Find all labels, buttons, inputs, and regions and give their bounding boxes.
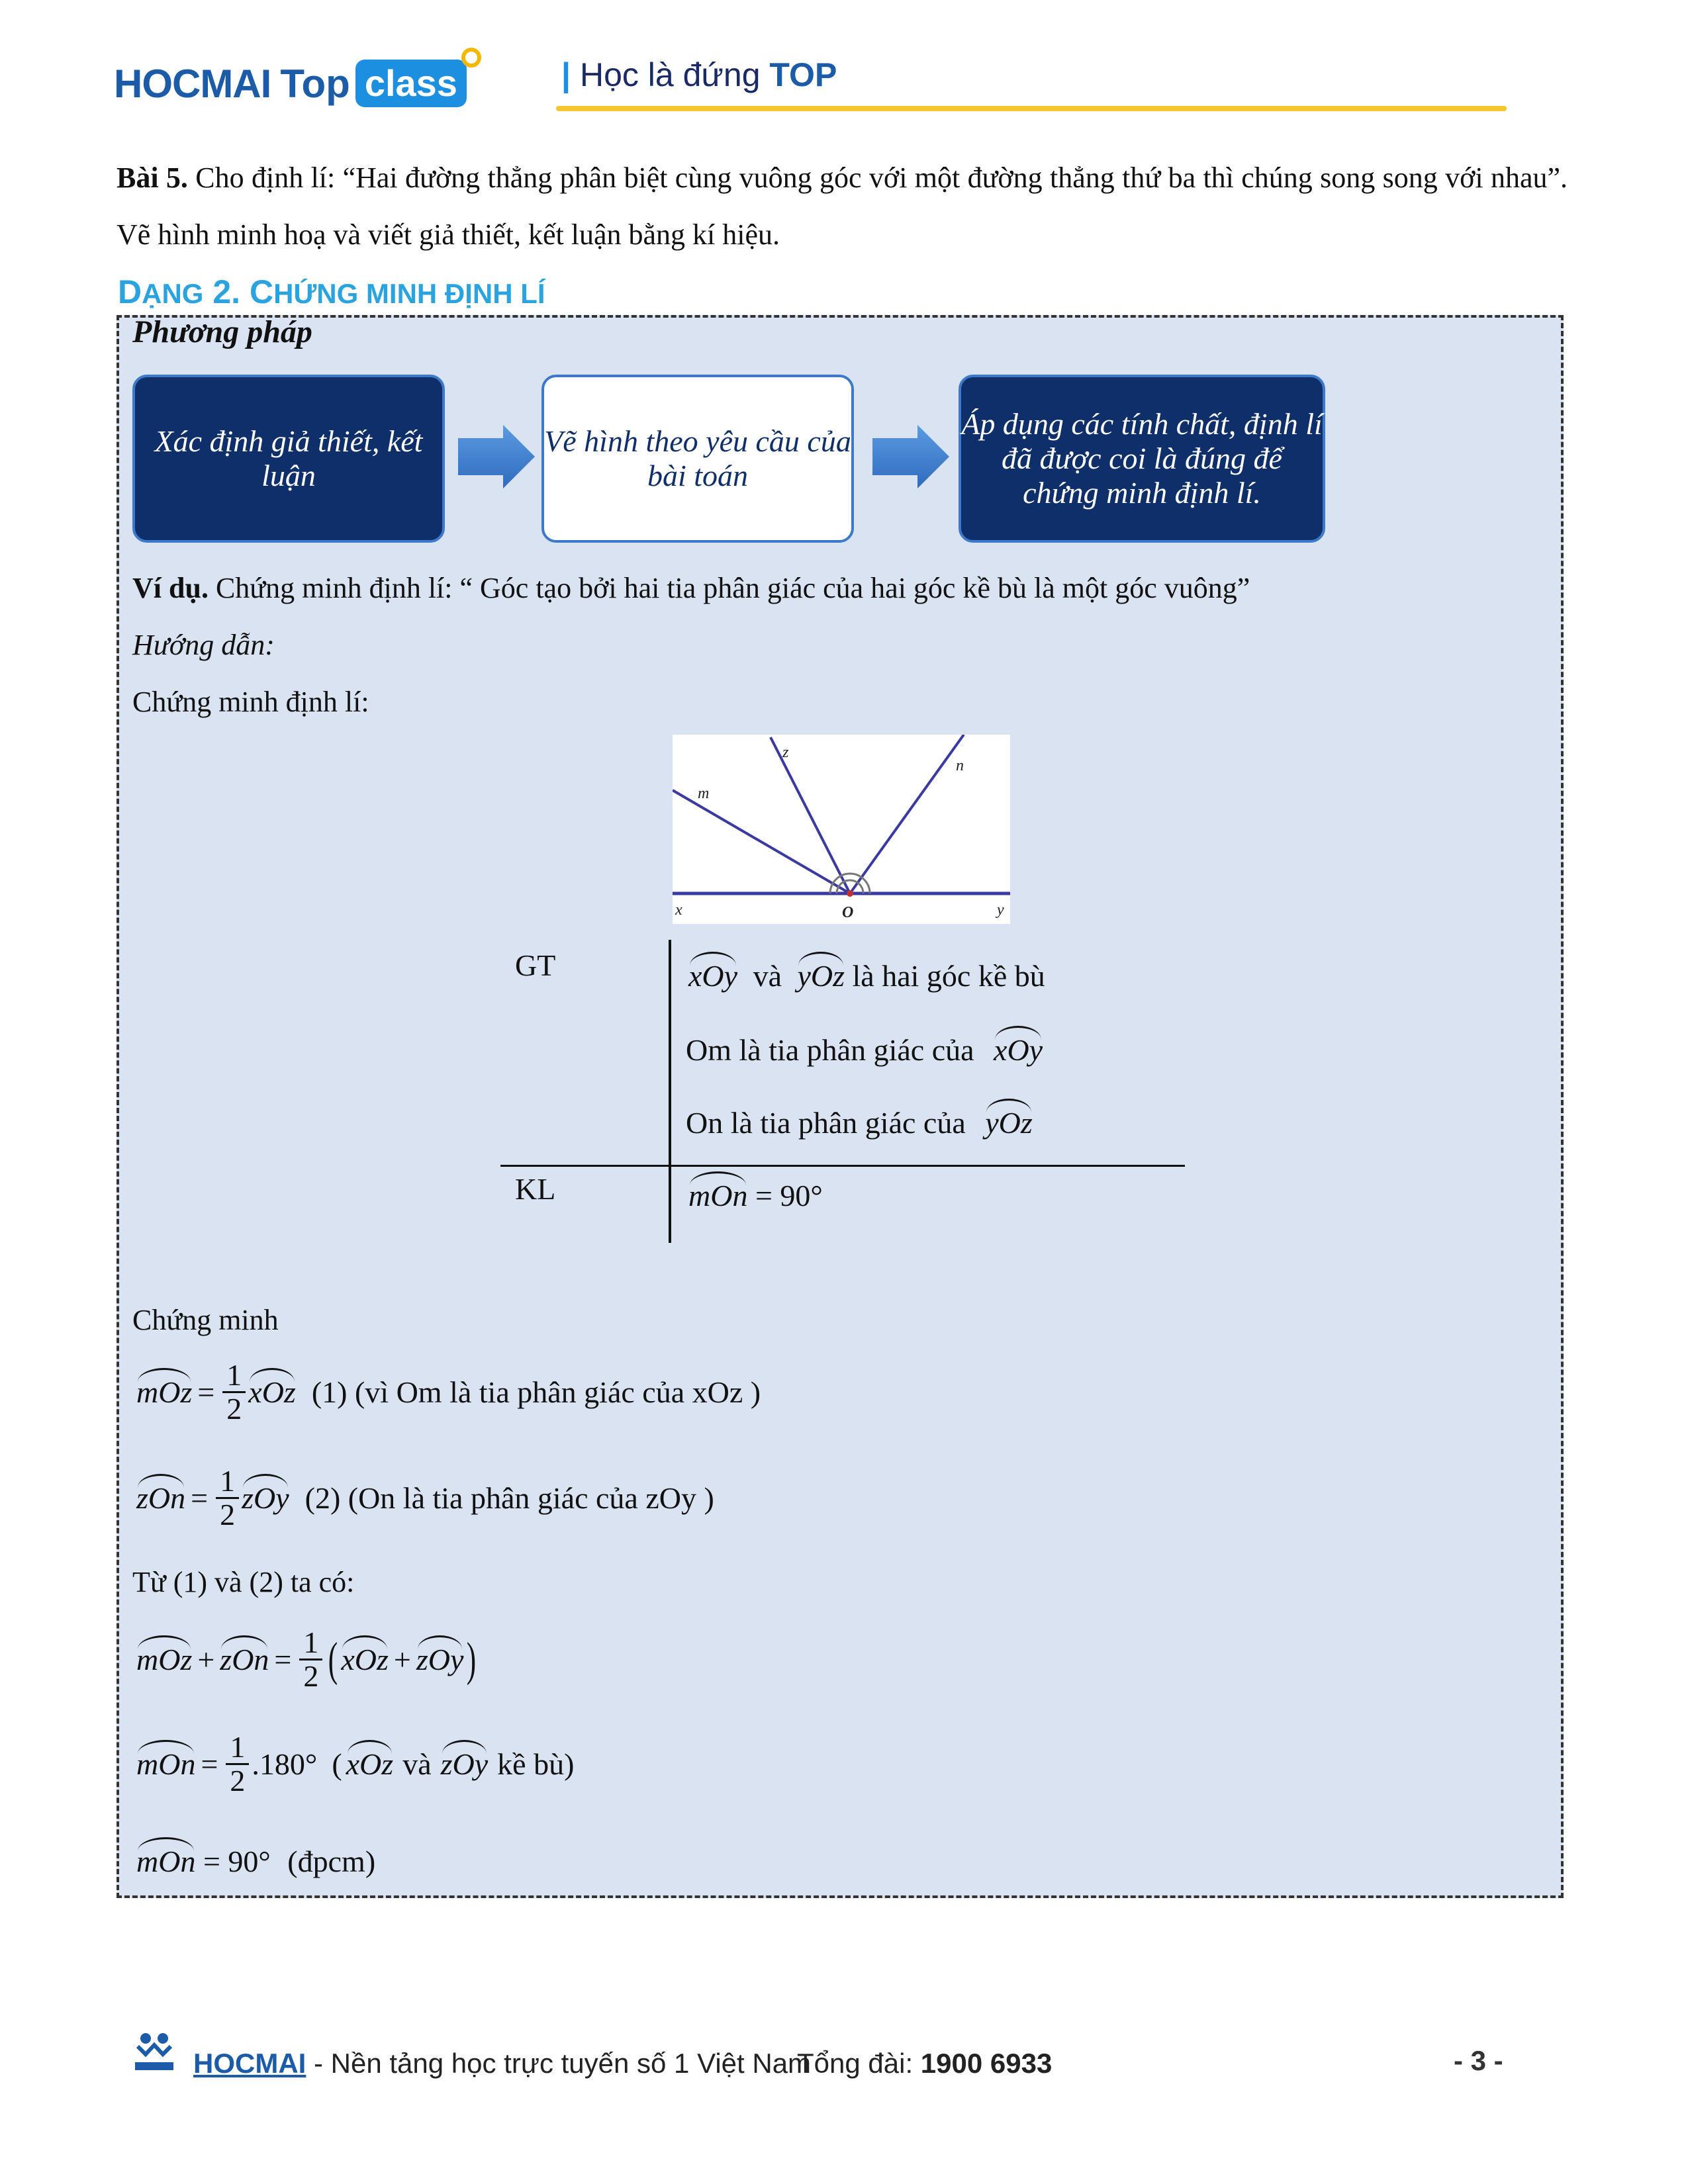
label-z: z: [782, 744, 789, 761]
angle-zon: zOn: [136, 1481, 186, 1515]
angle-xoy: xOy: [688, 959, 738, 993]
heading-title: HỨNG MINH ĐỊNH LÍ: [273, 278, 545, 309]
method-heading: Phương pháp: [132, 314, 312, 349]
heading-number: 2.: [212, 273, 241, 310]
angle-moz: mOz: [136, 1375, 193, 1409]
gtkl-horizontal-line: [500, 1165, 1185, 1167]
tagline-divider: |: [561, 56, 571, 93]
angle-xoy: xOy: [994, 1033, 1043, 1067]
hocmai-topclass-logo: [114, 57, 467, 110]
header-tagline: [561, 56, 837, 94]
label-x: x: [675, 901, 682, 919]
tagline-prefix: Học là đứng: [580, 56, 761, 93]
angle-mon: mOn: [136, 1747, 196, 1781]
logo-class-badge: [355, 60, 467, 107]
label-o: O: [842, 904, 854, 921]
footer-text: [193, 2044, 811, 2083]
flow-step-1: Xác định giả thiết, kết luận: [132, 375, 445, 543]
gt-line-2: [686, 1032, 1043, 1068]
fraction-half: [226, 1731, 249, 1797]
section-heading: [118, 273, 545, 311]
angle-zoy: zOy: [440, 1747, 489, 1781]
footer-tagline: - Nền tảng học trực tuyến số 1 Việt Nam: [306, 2048, 812, 2079]
sun-icon: [461, 48, 481, 68]
exercise-5-label: Bài 5.: [117, 161, 188, 194]
proof-line-3: mOz + zOn = $\frac{1}{2}$ ( xOz + zOy ): [136, 1625, 477, 1693]
label-n: n: [956, 757, 964, 774]
proof-tail: kề bù): [497, 1747, 575, 1781]
guide-label: Hướng dẫn:: [132, 629, 275, 661]
frac-num: 1: [299, 1627, 322, 1661]
frac-den: 2: [303, 1659, 319, 1693]
proof-from: Từ (1) và (2) ta có:: [132, 1566, 355, 1598]
logo-class-text: class: [364, 62, 457, 104]
example: [132, 560, 1549, 617]
kl-value: = 90°: [755, 1179, 823, 1212]
angle-zon: zOn: [220, 1643, 269, 1676]
point-o: [847, 890, 853, 897]
frac-den: 2: [230, 1764, 246, 1797]
fraction-half: [222, 1359, 246, 1425]
gtkl-vertical-line: [669, 940, 671, 1243]
kl-line: [688, 1178, 823, 1213]
arrow-right-icon: [457, 424, 536, 490]
frac-den: 2: [220, 1498, 236, 1531]
example-label: Ví dụ.: [132, 572, 209, 604]
angle-xoz: xOz: [341, 1643, 389, 1676]
angle-moz: mOz: [136, 1643, 193, 1676]
logo-hocmai-text: HOCMAI: [114, 61, 271, 106]
proof-note-2: (2) (On là tia phân giác của zOy ): [305, 1481, 714, 1515]
example-text: Chứng minh định lí: “ Góc tạo bởi hai tia phân giác của hai góc kề bù là một góc vuông”: [208, 572, 1250, 604]
angle-zoy: zOy: [416, 1643, 464, 1676]
prove-intro: Chứng minh định lí:: [132, 686, 369, 718]
angle-zoy: zOy: [242, 1481, 289, 1515]
angle-yoz: yOz: [797, 959, 845, 993]
gt3-text: On là tia phân giác của: [686, 1106, 966, 1140]
flow-step-2: Vẽ hình theo yêu cầu của bài toán: [541, 375, 854, 543]
page-number: - 3 -: [1454, 2045, 1503, 2076]
header-rule: [556, 106, 1507, 111]
kl-label: KL: [515, 1172, 556, 1206]
label-y: y: [997, 901, 1004, 919]
proof-line-4: mOn = $\frac{1}{2}$ .180° ( xOz và zOy kề bù): [136, 1730, 575, 1797]
frac-num: 1: [216, 1465, 239, 1499]
angle-xoz: xOz: [248, 1375, 296, 1409]
heading-ang: ẠNG: [142, 278, 204, 309]
result-value: = 90°: [203, 1844, 271, 1878]
hotline-label: Tổng đài:: [797, 2048, 914, 2079]
proof-and: và: [402, 1747, 432, 1781]
hocmai-logo-icon: [132, 2032, 176, 2073]
proof-note-1: (1) (vì Om là tia phân giác của xOz ): [311, 1375, 761, 1409]
flow-step-3: Áp dụng các tính chất, định lí đã được coi là đúng để chứng minh định lí.: [959, 375, 1325, 543]
gt1-and: và: [753, 959, 782, 993]
gt1-tail: là hai góc kề bù: [852, 959, 1045, 993]
proof-line-5: [136, 1844, 375, 1879]
label-m: m: [698, 785, 710, 802]
qed-mark: (đpcm): [287, 1844, 376, 1878]
proof-line-2: zOn = $\frac{1}{2}$ zOy (2) (On là tia phân giác của zOy ): [136, 1464, 714, 1531]
gt2-text: Om là tia phân giác của: [686, 1033, 974, 1067]
gt-line-1: [688, 958, 1045, 993]
gt-label: GT: [515, 948, 556, 982]
tagline-bold: TOP: [769, 56, 837, 93]
frac-den: 2: [226, 1392, 242, 1426]
frac-num: 1: [222, 1359, 246, 1393]
frac-num: 1: [226, 1731, 249, 1765]
angle-mon: mOn: [136, 1844, 196, 1878]
angle-figure: [673, 735, 1010, 924]
heading-c: C: [249, 273, 274, 310]
proof-heading: Chứng minh: [132, 1304, 279, 1336]
value-180: .180°: [252, 1747, 318, 1781]
footer-hotline: [797, 2044, 1052, 2083]
gt-line-3: [686, 1105, 1033, 1140]
exercise-5-text: Cho định lí: “Hai đường thẳng phân biệt cùng vuông góc với một đường thẳng thứ ba thì chúng song song với nhau”. Vẽ hình minh hoạ và viết giả thiết, kết luận bằng kí hiệu.: [117, 161, 1568, 251]
angle-yoz: yOz: [985, 1106, 1033, 1140]
heading-d: D: [118, 273, 142, 310]
angle-xoz: xOz: [346, 1747, 394, 1781]
logo-top-text: Top: [280, 61, 350, 106]
fraction-half: [299, 1627, 322, 1692]
fraction-half: [216, 1465, 239, 1531]
exercise-5: [117, 150, 1568, 263]
footer-brand-link[interactable]: HOCMAI: [193, 2048, 306, 2079]
proof-line-1: mOz = $\frac{1}{2}$ xOz (1) (vì Om là tia phân giác của xOz ): [136, 1358, 761, 1426]
hotline-number: 1900 6933: [920, 2048, 1053, 2079]
arrow-right-icon: [871, 424, 951, 490]
angle-mon: mOn: [688, 1179, 748, 1212]
